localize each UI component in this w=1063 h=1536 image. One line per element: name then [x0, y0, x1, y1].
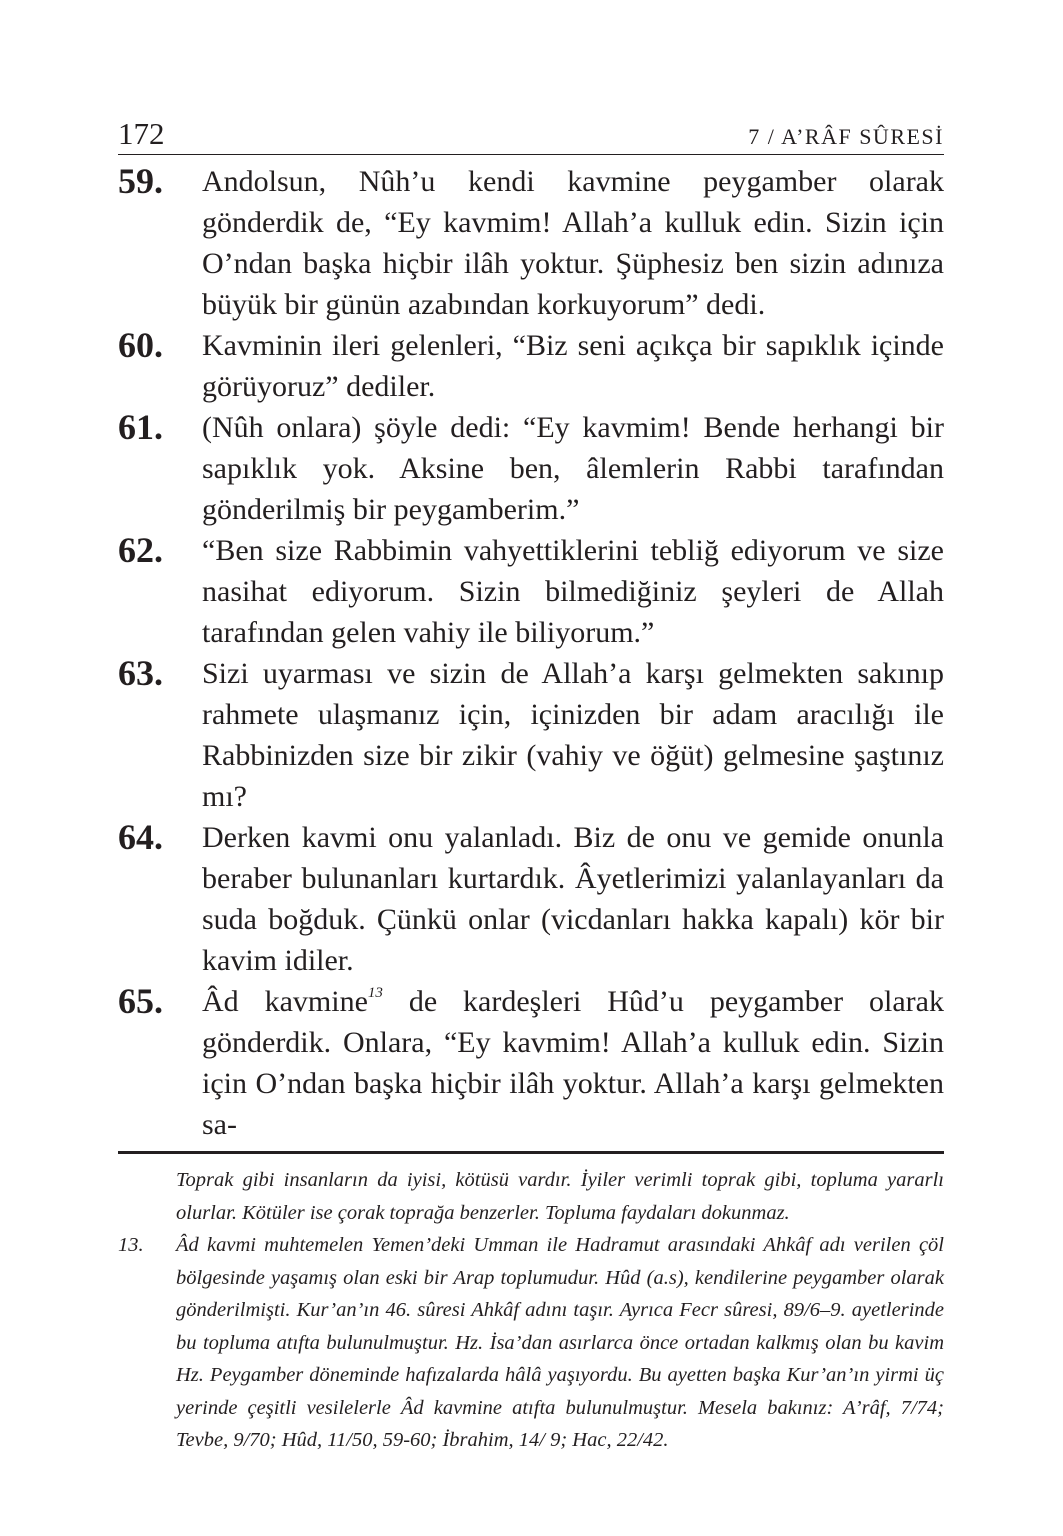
- verse-number: 61.: [118, 407, 163, 447]
- verse-number: 63.: [118, 653, 163, 693]
- verse-62: [118, 530, 944, 653]
- verse-59: [118, 161, 944, 325]
- footnotes: [118, 1164, 944, 1457]
- verse-text: Sizi uyarması ve sizin de Allah’a karşı gelmekten sakınıp rahmete ulaşmanız için, içinizden bir adam aracılığı ile Rabbinizden size bir zikir (vahiy ve öğüt) gelmesine şaştınız mı?: [202, 657, 944, 813]
- verse-65: [118, 981, 944, 1145]
- verse-text: Andolsun, Nûh’u kendi kavmine peygamber olarak gönderdik de, “Ey kavmim! Allah’a kulluk edin. Sizin için O’ndan başka hiçbir ilâh yoktur. Şüphesiz ben sizin adınıza büyük bir günün azabından korkuyorum” dedi.: [202, 165, 944, 321]
- footnote-13: [118, 1229, 944, 1457]
- verse-number: 60.: [118, 325, 163, 365]
- verse-text: Kavminin ileri gelenleri, “Biz seni açıkça bir sapıklık içinde görüyoruz” dediler.: [202, 329, 944, 403]
- book-page: [118, 114, 944, 1457]
- verse-60: [118, 325, 944, 407]
- verse-number: 62.: [118, 530, 163, 570]
- footnote-number: 13.: [118, 1234, 144, 1256]
- verse-number: 65.: [118, 981, 163, 1021]
- verse-text: (Nûh onlara) şöyle dedi: “Ey kavmim! Bende herhangi bir sapıklık yok. Aksine ben, âlemlerin Rabbi tarafından gönderilmiş bir peygamberim.”: [202, 411, 944, 526]
- footnote-text: Toprak gibi insanların da iyisi, kötüsü vardır. İyiler verimli toprak gibi, topluma yararlı olurlar. Kötüler ise çorak toprağa benzerler. Topluma faydaları dokunmaz.: [176, 1169, 944, 1224]
- verse-text: “Ben size Rabbimin vahyettiklerini tebliğ ediyorum ve size nasihat ediyorum. Sizin bilmediğiniz şeyleri de Allah tarafından gelen vahiy ile biliyorum.”: [202, 534, 944, 649]
- page-number: 172: [118, 116, 165, 151]
- footnote-text: Âd kavmi muhtemelen Yemen’deki Umman ile Hadramut arasındaki Ahkâf adı verilen çöl bölgesinde yaşamış olan eski bir Arap toplumudur. Hûd (a.s), kendilerine peygamber olarak gönderilmişti. Kur’an’ın 46. sûresi Ahkâf adını taşır. Ayrıca Fecr sûresi, 89/6–9. ayetlerinde bu topluma atıfta bulunulmuştur. Hz. İsa’dan asırlarca önce ortadan kalkmış olan bu kavim Hz. Peygamber döneminde hafızalarda hâlâ yaşıyordu. Bu ayetten başka Kur’an’ın yirmi üç yerinde çeşitli vesilelerle Âd kavmine atıfta bulunulmuştur. Mesela bakınız: A’râf, 7/74; Tevbe, 9/70; Hûd, 11/50, 59-60; İbrahim, 14/ 9; Hac, 22/42.: [176, 1234, 944, 1451]
- verse-number: 59.: [118, 161, 163, 201]
- footnote-reference[interactable]: 13: [367, 985, 383, 1001]
- verse-61: [118, 407, 944, 530]
- footnote-continued: [118, 1164, 944, 1229]
- verse-64: [118, 817, 944, 981]
- verse-text-part: de kardeşleri Hûd’u peygamber olarak gönderdik. Onlara, “Ey kavmim! Allah’a kulluk edin. Sizin için O’ndan başka hiçbir ilâh yoktur. Allah’a karşı gelmekten sa-: [202, 985, 944, 1141]
- verse-text: Derken kavmi onu yalanladı. Biz de onu ve gemide onunla beraber bulunanları kurtardık. Âyetlerimizi yalanlayanları da suda boğduk. Çünkü onlar (vicdanları hakka kapalı) kör bir kavim idiler.: [202, 821, 944, 977]
- verse-text-part: Âd kavmine: [202, 985, 368, 1018]
- verse-list: [118, 161, 944, 1145]
- page-header: [118, 114, 944, 154]
- verse-text: [202, 981, 944, 1145]
- verse-number: 64.: [118, 817, 163, 857]
- verse-63: [118, 653, 944, 817]
- header-rule: [118, 154, 944, 155]
- footnote-rule: [118, 1151, 944, 1154]
- running-head: 7 / A’RÂF SÛRESİ: [748, 124, 944, 149]
